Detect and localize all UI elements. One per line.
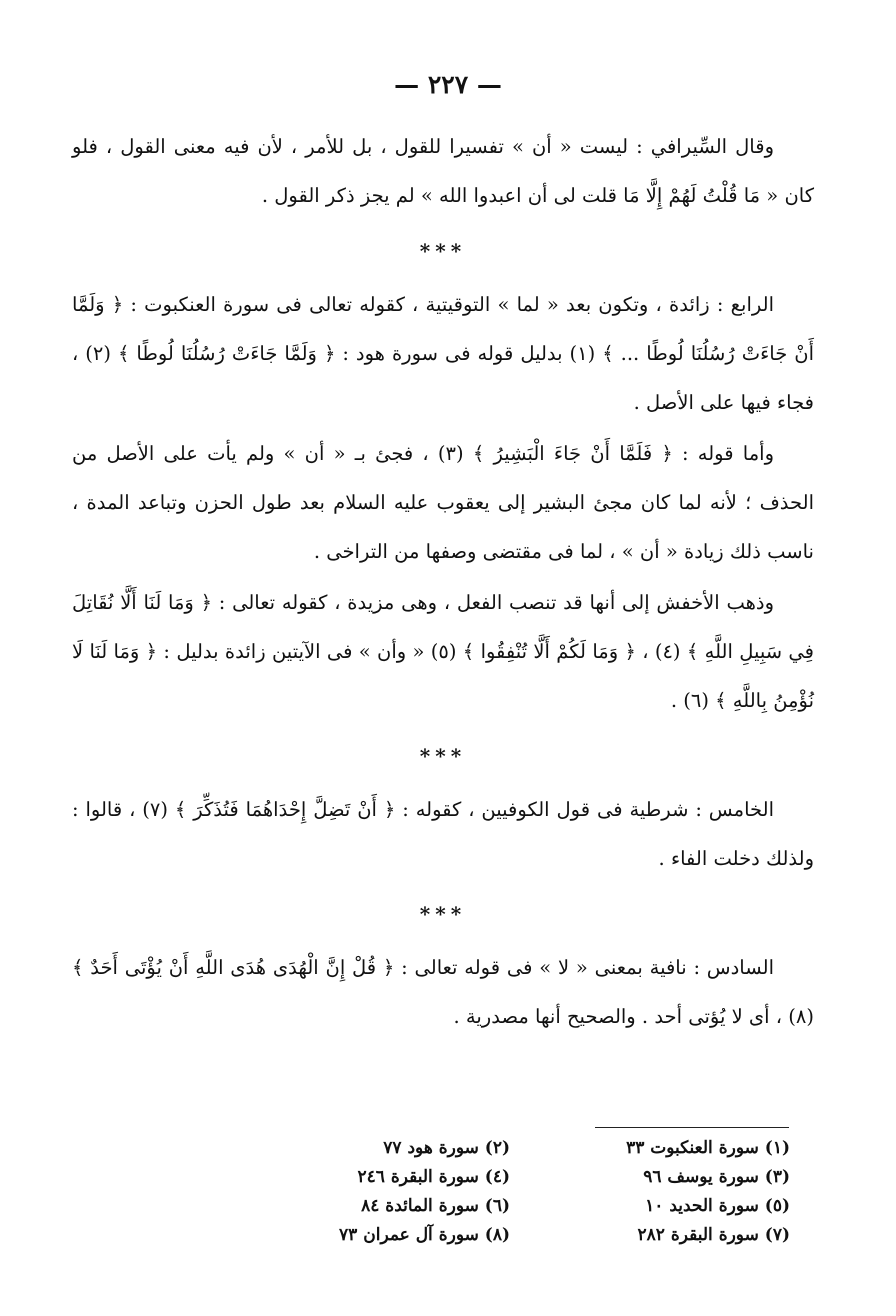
footnote-divider — [595, 1127, 789, 1128]
paragraph-sirafi: وقال السِّيرافي : ليست « أن » تفسيرا للقول ، بل للأمر ، لأن فيه معنى القول ، فلو كان « مَا قُلْتُ لَهُمْ إِلَّا مَا قلت لى أن اعبدوا الله » لم يجز ذكر القول . — [72, 135, 814, 207]
section-separator: *** — [419, 239, 467, 263]
footnote-8: (٨) سورة آل عمران ٧٣ — [339, 1225, 510, 1245]
paragraph-sixth-nafiya: السادس : نافية بمعنى « لا » فى قوله تعالى : ﴿ قُلْ إِنَّ الْهُدَى هُدَى اللَّهِ أَنْ يُؤْتَى أَحَدٌ ﴾ (٨) ، أى لا يُؤتى أحد . والصحيح أنها مصدرية . — [72, 956, 814, 1028]
footnote-6: (٦) سورة المائدة ٨٤ — [361, 1196, 510, 1216]
page-body — [72, 122, 814, 1043]
paragraph-bashir: وأما قوله : ﴿ فَلَمَّا أَنْ جَاءَ الْبَشِيرُ ﴾ (٣) ، فجئ بـ « أن » ولم يأت على الأصل من الحذف ؛ لأنه لما كان مجئ البشير إلى يعقوب عليه السلام بعد طول الحزن وتباعد المدة ، ناسب ذلك زيادة « أن » ، لما فى مقتضى وصفها من التراخى . — [72, 442, 814, 563]
footnote-2: (٢) سورة هود ٧٧ — [383, 1138, 510, 1158]
paragraph-fourth-zaida: الرابع : زائدة ، وتكون بعد « لما » التوقيتية ، كقوله تعالى فى سورة العنكبوت : ﴿ وَلَمَّا أَنْ جَاءَتْ رُسُلُنَا لُوطًا ... ﴾ (١) بدليل قوله فى سورة هود : ﴿ وَلَمَّا جَاءَتْ رُسُلُنَا لُوطًا ﴾ (٢) ، فجاء فيها على الأصل . — [72, 293, 814, 414]
footnote-4: (٤) سورة البقرة ٢٤٦ — [357, 1167, 510, 1187]
page-number: — ٢٢٧ — — [394, 70, 502, 99]
footnote-3: (٣) سورة يوسف ٩٦ — [643, 1167, 790, 1187]
footnote-5: (٥) سورة الحديد ١٠ — [645, 1196, 790, 1216]
footnotes — [230, 1138, 790, 1254]
paragraph-fifth-shartiya: الخامس : شرطية فى قول الكوفيين ، كقوله : ﴿ أَنْ تَضِلَّ إِحْدَاهُمَا فَتُذَكِّرَ ﴾ (٧) ، قالوا : ولذلك دخلت الفاء . — [72, 798, 814, 870]
footnote-1: (١) سورة العنكبوت ٣٣ — [626, 1138, 790, 1158]
section-separator: *** — [419, 744, 467, 768]
paragraph-akhfash: وذهب الأخفش إلى أنها قد تنصب الفعل ، وهى مزيدة ، كقوله تعالى : ﴿ وَمَا لَنَا أَلَّا نُقَاتِلَ فِي سَبِيلِ اللَّهِ ﴾ (٤) ، ﴿ وَمَا لَكُمْ أَلَّا تُنْفِقُوا ﴾ (٥) « وأن » فى الآيتين زائدة بدليل : ﴿ وَمَا لَنَا لَا نُؤْمِنُ بِاللَّهِ ﴾ (٦) . — [72, 591, 814, 712]
section-separator: *** — [419, 902, 467, 926]
footnote-7: (٧) سورة البقرة ٢٨٢ — [637, 1225, 790, 1245]
